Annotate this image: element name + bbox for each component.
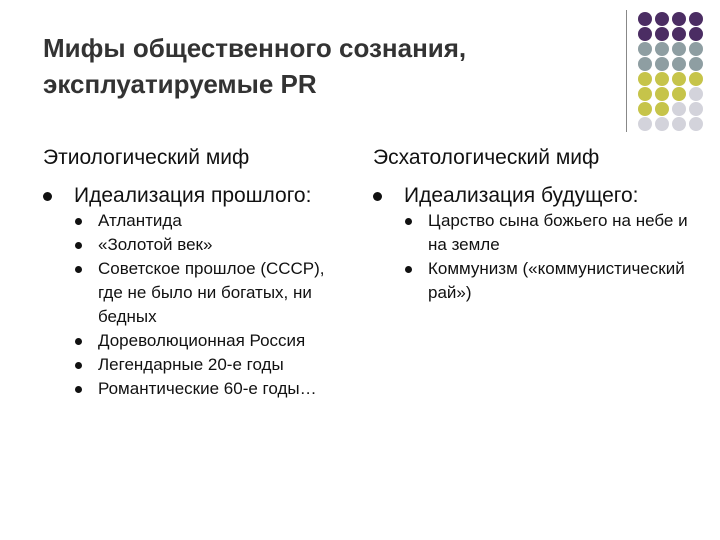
left-main-point: Идеализация прошлого: (43, 183, 311, 209)
decorative-dot (689, 102, 703, 116)
list-item: Атлантида (75, 209, 375, 233)
decorative-dot (672, 57, 686, 71)
decorative-dot (689, 117, 703, 131)
decorative-dot (638, 57, 652, 71)
decorative-dot (638, 42, 652, 56)
decorative-dot (655, 57, 669, 71)
list-item: Легендарные 20-е годы (75, 353, 375, 377)
list-item: Царство сына божьего на небе и на земле (405, 209, 690, 257)
decorative-dot (689, 12, 703, 26)
decorative-dot (655, 72, 669, 86)
decorative-dot (672, 87, 686, 101)
slide-title (43, 30, 613, 102)
list-item: Романтические 60-е годы… (75, 377, 318, 401)
right-main-point: Идеализация будущего: (373, 183, 639, 209)
right-heading: Эсхатологический миф (373, 146, 600, 169)
decorative-dot (689, 27, 703, 41)
decorative-dot (655, 27, 669, 41)
decorative-dot (672, 12, 686, 26)
decorative-dot (638, 72, 652, 86)
decorative-dot (655, 117, 669, 131)
decorative-dot (655, 42, 669, 56)
list-item: «Золотой век» (75, 233, 375, 257)
decorative-dot-grid (638, 12, 703, 132)
decorative-dot (672, 102, 686, 116)
decorative-dot (672, 117, 686, 131)
title-line: Мифы общественного сознания, (43, 33, 467, 63)
decorative-dot (689, 72, 703, 86)
right-sublist (405, 209, 695, 305)
decorative-dot (638, 87, 652, 101)
decorative-dot (638, 117, 652, 131)
decorative-dot (689, 42, 703, 56)
decorative-dot (689, 57, 703, 71)
decorative-divider (626, 10, 627, 132)
title-line: эксплуатируемые PR (43, 69, 317, 99)
decorative-dot (672, 27, 686, 41)
left-heading: Этиологический миф (43, 146, 250, 169)
left-sublist (75, 209, 375, 401)
decorative-dot (672, 42, 686, 56)
decorative-dot (655, 12, 669, 26)
list-item: Советское прошлое (СССР), где не было ни богатых, ни бедных (75, 257, 338, 329)
decorative-dot (672, 72, 686, 86)
decorative-dot (638, 102, 652, 116)
decorative-dot (689, 87, 703, 101)
list-item: Коммунизм («коммунистический рай») (405, 257, 690, 305)
decorative-dot (655, 87, 669, 101)
list-item: Дореволюционная Россия (75, 329, 375, 353)
decorative-dot (655, 102, 669, 116)
decorative-dot (638, 27, 652, 41)
decorative-dot (638, 12, 652, 26)
